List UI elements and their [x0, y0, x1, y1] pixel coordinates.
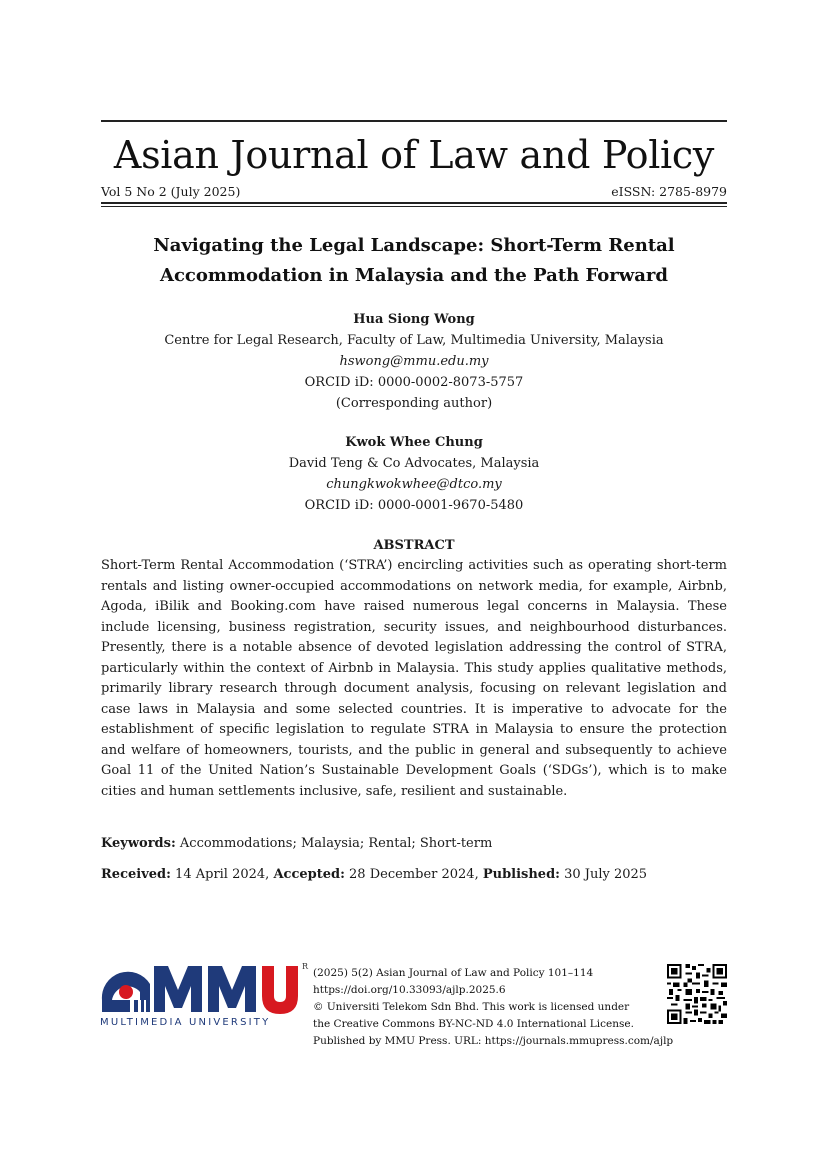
- keywords: [101, 834, 727, 854]
- citation: (2025) 5(2) Asian Journal of Law and Policy 101–114: [313, 967, 594, 979]
- keywords-value: Accommodations; Malaysia; Rental; Short-term: [175, 836, 493, 851]
- published-date: 30 July 2025: [559, 867, 648, 882]
- dates: [101, 865, 727, 885]
- author-block-1: [101, 309, 727, 414]
- author-email[interactable]: chungkwokwhee@dtco.my: [326, 477, 502, 492]
- author-name: Kwok Whee Chung: [345, 435, 483, 450]
- received-date: 14 April 2024,: [170, 867, 274, 882]
- journal-meta: [101, 183, 727, 201]
- paper-title-line2: Accommodation in Malaysia and the Path Forward: [159, 265, 668, 286]
- keywords-label: Keywords:: [101, 836, 176, 851]
- footer-info: [313, 965, 674, 1050]
- author-orcid: ORCID iD: 0000-0002-8073-5757: [304, 375, 524, 390]
- received-label: Received:: [101, 867, 171, 882]
- journal-title: Asian Journal of Law and Policy: [113, 133, 715, 177]
- abstract-heading: ABSTRACT: [373, 538, 455, 553]
- author-block-2: [101, 432, 727, 516]
- author-affiliation: David Teng & Co Advocates, Malaysia: [288, 456, 540, 471]
- license-line1: © Universiti Telekom Sdn Bhd. This work is licensed under: [313, 1001, 630, 1013]
- publisher-line[interactable]: Published by MMU Press. URL: https://journals.mmupress.com/ajlp: [313, 1035, 674, 1047]
- author-orcid: ORCID iD: 0000-0001-9670-5480: [304, 498, 524, 513]
- paper-title-line1: Navigating the Legal Landscape: Short-Term Rental: [153, 235, 675, 256]
- author-email[interactable]: hswong@mmu.edu.my: [339, 354, 489, 369]
- author-note: (Corresponding author): [335, 396, 493, 411]
- author-name: Hua Siong Wong: [353, 312, 475, 327]
- license-line2[interactable]: the Creative Commons BY-NC-ND 4.0 International License.: [313, 1018, 634, 1030]
- accepted-label: Accepted:: [273, 867, 345, 882]
- qr-code-icon: [667, 964, 727, 1024]
- paper-title: [101, 231, 727, 291]
- journal-issue: Vol 5 No 2 (July 2025): [101, 184, 241, 199]
- mmu-caption: MULTIMEDIA UNIVERSITY: [100, 1017, 271, 1028]
- abstract-text: Short-Term Rental Accommodation (‘STRA’) encircling activities such as operating short-term rentals and listing owner-occupied accommodations on network media, for example, Airbnb, Agoda, iBilik and Booking.com have raised numerous legal concerns in Malaysia. These include licensing, business registration, security issues, and neighbourhood disturbances. Presently, there is a notable absence of devoted legislation addressing the control of STRA, particularly within the context of Airbnb in Malaysia. This study applies qualitative methods, primarily library research through document analysis, focusing on relevant legislation and case laws in Malaysia and some selected countries. It is imperative to advocate for the establishment of specific legislation to regulate STRA in Malaysia to ensure the protection and welfare of homeowners, tourists, and the public in general and subsequently to achieve Goal 11 of the United Nation’s Sustainable Development Goals (‘SDGs’), which is to make cities and human settlements inclusive, safe, resilient and sustainable.: [101, 558, 727, 799]
- author-affiliation: Centre for Legal Research, Faculty of Law, Multimedia University, Malaysia: [164, 333, 664, 348]
- accepted-date: 28 December 2024,: [344, 867, 483, 882]
- journal-eissn: eISSN: 2785-8979: [611, 184, 727, 199]
- registered-mark: R: [302, 962, 309, 971]
- top-rule: [101, 120, 727, 122]
- published-label: Published:: [482, 867, 560, 882]
- header-rule: [101, 202, 727, 204]
- doi-link[interactable]: https://doi.org/10.33093/ajlp.2025.6: [313, 984, 506, 996]
- header-rule-thin: [101, 206, 727, 207]
